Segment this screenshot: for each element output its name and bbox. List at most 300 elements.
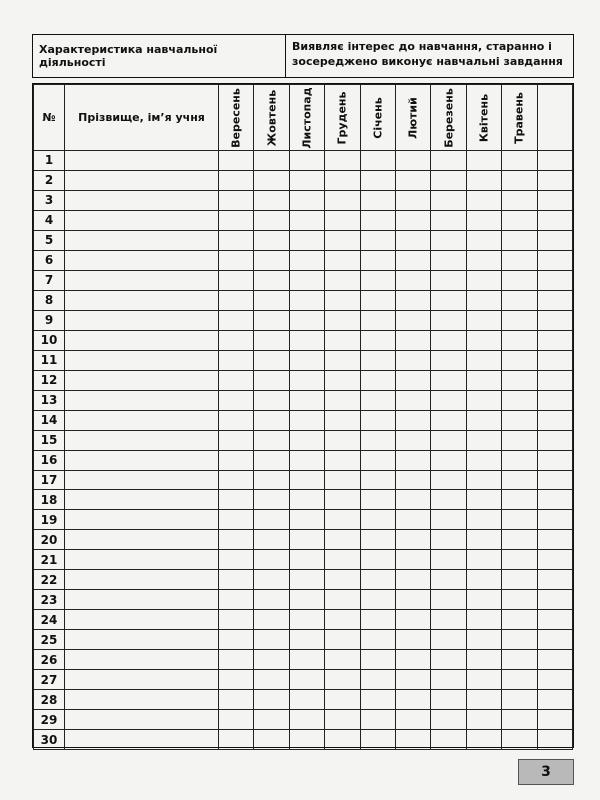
assessment-cell[interactable] [289, 430, 324, 450]
assessment-cell[interactable] [219, 430, 254, 450]
assessment-cell[interactable] [395, 410, 430, 430]
assessment-cell[interactable] [254, 490, 289, 510]
assessment-cell[interactable] [325, 650, 360, 670]
student-name-cell[interactable] [65, 410, 219, 430]
student-name-cell[interactable] [65, 151, 219, 171]
assessment-cell[interactable] [219, 270, 254, 290]
assessment-cell[interactable] [325, 170, 360, 190]
assessment-cell[interactable] [502, 510, 537, 530]
assessment-cell[interactable] [219, 510, 254, 530]
assessment-cell[interactable] [360, 730, 395, 750]
assessment-cell[interactable] [395, 370, 430, 390]
assessment-cell[interactable] [254, 650, 289, 670]
assessment-cell[interactable] [502, 310, 537, 330]
assessment-cell[interactable] [289, 230, 324, 250]
student-name-cell[interactable] [65, 310, 219, 330]
assessment-cell[interactable] [289, 590, 324, 610]
assessment-cell[interactable] [431, 170, 466, 190]
assessment-cell[interactable] [466, 430, 501, 450]
student-name-cell[interactable] [65, 170, 219, 190]
assessment-cell[interactable] [360, 250, 395, 270]
assessment-cell[interactable] [431, 151, 466, 171]
assessment-cell[interactable] [431, 550, 466, 570]
assessment-cell[interactable] [360, 410, 395, 430]
assessment-cell[interactable] [502, 390, 537, 410]
assessment-cell[interactable] [219, 230, 254, 250]
assessment-cell[interactable] [254, 570, 289, 590]
assessment-cell[interactable] [360, 650, 395, 670]
assessment-cell[interactable] [360, 430, 395, 450]
assessment-cell[interactable] [537, 510, 572, 530]
assessment-cell[interactable] [395, 730, 430, 750]
assessment-cell[interactable] [289, 730, 324, 750]
assessment-cell[interactable] [289, 330, 324, 350]
assessment-cell[interactable] [219, 250, 254, 270]
assessment-cell[interactable] [254, 550, 289, 570]
assessment-cell[interactable] [466, 170, 501, 190]
assessment-cell[interactable] [537, 610, 572, 630]
assessment-cell[interactable] [537, 170, 572, 190]
student-name-cell[interactable] [65, 190, 219, 210]
assessment-cell[interactable] [537, 250, 572, 270]
assessment-cell[interactable] [360, 330, 395, 350]
assessment-cell[interactable] [289, 570, 324, 590]
assessment-cell[interactable] [537, 410, 572, 430]
student-name-cell[interactable] [65, 510, 219, 530]
assessment-cell[interactable] [466, 390, 501, 410]
assessment-cell[interactable] [502, 550, 537, 570]
assessment-cell[interactable] [502, 650, 537, 670]
assessment-cell[interactable] [466, 590, 501, 610]
assessment-cell[interactable] [537, 330, 572, 350]
assessment-cell[interactable] [431, 610, 466, 630]
assessment-cell[interactable] [395, 570, 430, 590]
assessment-cell[interactable] [289, 410, 324, 430]
assessment-cell[interactable] [431, 650, 466, 670]
assessment-cell[interactable] [289, 310, 324, 330]
assessment-cell[interactable] [537, 650, 572, 670]
assessment-cell[interactable] [466, 550, 501, 570]
assessment-cell[interactable] [325, 510, 360, 530]
assessment-cell[interactable] [431, 190, 466, 210]
assessment-cell[interactable] [325, 270, 360, 290]
assessment-cell[interactable] [360, 550, 395, 570]
assessment-cell[interactable] [431, 690, 466, 710]
student-name-cell[interactable] [65, 570, 219, 590]
student-name-cell[interactable] [65, 710, 219, 730]
assessment-cell[interactable] [219, 490, 254, 510]
assessment-cell[interactable] [502, 350, 537, 370]
assessment-cell[interactable] [395, 210, 430, 230]
assessment-cell[interactable] [395, 490, 430, 510]
assessment-cell[interactable] [289, 370, 324, 390]
assessment-cell[interactable] [360, 710, 395, 730]
assessment-cell[interactable] [360, 230, 395, 250]
assessment-cell[interactable] [289, 710, 324, 730]
assessment-cell[interactable] [254, 450, 289, 470]
assessment-cell[interactable] [360, 290, 395, 310]
assessment-cell[interactable] [431, 250, 466, 270]
assessment-cell[interactable] [502, 690, 537, 710]
assessment-cell[interactable] [537, 570, 572, 590]
assessment-cell[interactable] [431, 390, 466, 410]
assessment-cell[interactable] [537, 690, 572, 710]
assessment-cell[interactable] [502, 490, 537, 510]
assessment-cell[interactable] [395, 190, 430, 210]
assessment-cell[interactable] [395, 230, 430, 250]
student-name-cell[interactable] [65, 370, 219, 390]
assessment-cell[interactable] [537, 290, 572, 310]
student-name-cell[interactable] [65, 390, 219, 410]
assessment-cell[interactable] [395, 330, 430, 350]
assessment-cell[interactable] [466, 210, 501, 230]
assessment-cell[interactable] [360, 450, 395, 470]
assessment-cell[interactable] [466, 730, 501, 750]
assessment-cell[interactable] [395, 510, 430, 530]
assessment-cell[interactable] [254, 310, 289, 330]
student-name-cell[interactable] [65, 470, 219, 490]
assessment-cell[interactable] [537, 470, 572, 490]
student-name-cell[interactable] [65, 630, 219, 650]
assessment-cell[interactable] [502, 570, 537, 590]
assessment-cell[interactable] [466, 630, 501, 650]
assessment-cell[interactable] [219, 630, 254, 650]
assessment-cell[interactable] [325, 450, 360, 470]
assessment-cell[interactable] [289, 470, 324, 490]
student-name-cell[interactable] [65, 350, 219, 370]
assessment-cell[interactable] [502, 710, 537, 730]
student-name-cell[interactable] [65, 450, 219, 470]
assessment-cell[interactable] [537, 270, 572, 290]
assessment-cell[interactable] [466, 370, 501, 390]
assessment-cell[interactable] [219, 550, 254, 570]
assessment-cell[interactable] [537, 230, 572, 250]
assessment-cell[interactable] [325, 490, 360, 510]
assessment-cell[interactable] [502, 250, 537, 270]
assessment-cell[interactable] [325, 290, 360, 310]
assessment-cell[interactable] [431, 450, 466, 470]
assessment-cell[interactable] [431, 510, 466, 530]
assessment-cell[interactable] [466, 250, 501, 270]
assessment-cell[interactable] [325, 710, 360, 730]
assessment-cell[interactable] [502, 370, 537, 390]
assessment-cell[interactable] [466, 330, 501, 350]
assessment-cell[interactable] [431, 290, 466, 310]
assessment-cell[interactable] [466, 450, 501, 470]
assessment-cell[interactable] [502, 430, 537, 450]
assessment-cell[interactable] [537, 310, 572, 330]
assessment-cell[interactable] [289, 650, 324, 670]
assessment-cell[interactable] [325, 730, 360, 750]
assessment-cell[interactable] [360, 490, 395, 510]
assessment-cell[interactable] [254, 590, 289, 610]
assessment-cell[interactable] [502, 151, 537, 171]
assessment-cell[interactable] [325, 470, 360, 490]
assessment-cell[interactable] [289, 250, 324, 270]
assessment-cell[interactable] [360, 390, 395, 410]
assessment-cell[interactable] [325, 670, 360, 690]
assessment-cell[interactable] [466, 310, 501, 330]
assessment-cell[interactable] [395, 530, 430, 550]
assessment-cell[interactable] [325, 390, 360, 410]
assessment-cell[interactable] [219, 151, 254, 171]
assessment-cell[interactable] [219, 390, 254, 410]
assessment-cell[interactable] [502, 290, 537, 310]
assessment-cell[interactable] [395, 250, 430, 270]
assessment-cell[interactable] [360, 570, 395, 590]
assessment-cell[interactable] [254, 210, 289, 230]
assessment-cell[interactable] [395, 310, 430, 330]
assessment-cell[interactable] [254, 690, 289, 710]
assessment-cell[interactable] [289, 610, 324, 630]
assessment-cell[interactable] [537, 530, 572, 550]
assessment-cell[interactable] [360, 370, 395, 390]
assessment-cell[interactable] [395, 390, 430, 410]
assessment-cell[interactable] [254, 610, 289, 630]
assessment-cell[interactable] [360, 670, 395, 690]
assessment-cell[interactable] [431, 350, 466, 370]
student-name-cell[interactable] [65, 550, 219, 570]
assessment-cell[interactable] [502, 270, 537, 290]
assessment-cell[interactable] [289, 510, 324, 530]
assessment-cell[interactable] [395, 430, 430, 450]
assessment-cell[interactable] [537, 730, 572, 750]
assessment-cell[interactable] [431, 490, 466, 510]
assessment-cell[interactable] [431, 730, 466, 750]
assessment-cell[interactable] [289, 690, 324, 710]
student-name-cell[interactable] [65, 230, 219, 250]
assessment-cell[interactable] [537, 710, 572, 730]
assessment-cell[interactable] [254, 230, 289, 250]
assessment-cell[interactable] [466, 350, 501, 370]
assessment-cell[interactable] [502, 730, 537, 750]
assessment-cell[interactable] [466, 670, 501, 690]
assessment-cell[interactable] [502, 670, 537, 690]
assessment-cell[interactable] [325, 410, 360, 430]
student-name-cell[interactable] [65, 650, 219, 670]
assessment-cell[interactable] [325, 550, 360, 570]
assessment-cell[interactable] [395, 470, 430, 490]
assessment-cell[interactable] [360, 510, 395, 530]
assessment-cell[interactable] [537, 190, 572, 210]
assessment-cell[interactable] [325, 151, 360, 171]
assessment-cell[interactable] [395, 270, 430, 290]
assessment-cell[interactable] [537, 350, 572, 370]
assessment-cell[interactable] [254, 430, 289, 450]
assessment-cell[interactable] [502, 330, 537, 350]
assessment-cell[interactable] [325, 190, 360, 210]
student-name-cell[interactable] [65, 530, 219, 550]
student-name-cell[interactable] [65, 590, 219, 610]
assessment-cell[interactable] [289, 290, 324, 310]
assessment-cell[interactable] [395, 650, 430, 670]
assessment-cell[interactable] [395, 670, 430, 690]
assessment-cell[interactable] [254, 410, 289, 430]
assessment-cell[interactable] [360, 190, 395, 210]
assessment-cell[interactable] [502, 590, 537, 610]
assessment-cell[interactable] [325, 630, 360, 650]
assessment-cell[interactable] [360, 310, 395, 330]
assessment-cell[interactable] [537, 430, 572, 450]
assessment-cell[interactable] [360, 690, 395, 710]
assessment-cell[interactable] [219, 290, 254, 310]
assessment-cell[interactable] [219, 450, 254, 470]
student-name-cell[interactable] [65, 290, 219, 310]
student-name-cell[interactable] [65, 730, 219, 750]
assessment-cell[interactable] [219, 690, 254, 710]
assessment-cell[interactable] [466, 530, 501, 550]
assessment-cell[interactable] [466, 490, 501, 510]
assessment-cell[interactable] [466, 151, 501, 171]
assessment-cell[interactable] [395, 690, 430, 710]
assessment-cell[interactable] [289, 170, 324, 190]
assessment-cell[interactable] [537, 390, 572, 410]
assessment-cell[interactable] [254, 710, 289, 730]
assessment-cell[interactable] [431, 410, 466, 430]
assessment-cell[interactable] [466, 290, 501, 310]
assessment-cell[interactable] [219, 410, 254, 430]
assessment-cell[interactable] [395, 290, 430, 310]
assessment-cell[interactable] [537, 210, 572, 230]
assessment-cell[interactable] [254, 170, 289, 190]
assessment-cell[interactable] [502, 530, 537, 550]
student-name-cell[interactable] [65, 670, 219, 690]
assessment-cell[interactable] [537, 370, 572, 390]
assessment-cell[interactable] [289, 390, 324, 410]
assessment-cell[interactable] [325, 430, 360, 450]
assessment-cell[interactable] [466, 470, 501, 490]
assessment-cell[interactable] [325, 370, 360, 390]
assessment-cell[interactable] [289, 450, 324, 470]
assessment-cell[interactable] [219, 470, 254, 490]
assessment-cell[interactable] [360, 530, 395, 550]
assessment-cell[interactable] [254, 510, 289, 530]
assessment-cell[interactable] [360, 350, 395, 370]
assessment-cell[interactable] [219, 530, 254, 550]
assessment-cell[interactable] [289, 350, 324, 370]
assessment-cell[interactable] [219, 730, 254, 750]
assessment-cell[interactable] [431, 630, 466, 650]
assessment-cell[interactable] [325, 210, 360, 230]
assessment-cell[interactable] [219, 370, 254, 390]
assessment-cell[interactable] [254, 270, 289, 290]
assessment-cell[interactable] [395, 151, 430, 171]
student-name-cell[interactable] [65, 270, 219, 290]
assessment-cell[interactable] [502, 190, 537, 210]
assessment-cell[interactable] [431, 590, 466, 610]
assessment-cell[interactable] [254, 350, 289, 370]
assessment-cell[interactable] [466, 650, 501, 670]
assessment-cell[interactable] [360, 610, 395, 630]
assessment-cell[interactable] [431, 470, 466, 490]
student-name-cell[interactable] [65, 330, 219, 350]
assessment-cell[interactable] [254, 370, 289, 390]
assessment-cell[interactable] [325, 230, 360, 250]
assessment-cell[interactable] [395, 450, 430, 470]
assessment-cell[interactable] [325, 690, 360, 710]
assessment-cell[interactable] [395, 710, 430, 730]
assessment-cell[interactable] [466, 230, 501, 250]
assessment-cell[interactable] [466, 710, 501, 730]
assessment-cell[interactable] [254, 670, 289, 690]
assessment-cell[interactable] [502, 170, 537, 190]
assessment-cell[interactable] [537, 450, 572, 470]
assessment-cell[interactable] [502, 630, 537, 650]
assessment-cell[interactable] [466, 610, 501, 630]
assessment-cell[interactable] [360, 210, 395, 230]
assessment-cell[interactable] [219, 710, 254, 730]
assessment-cell[interactable] [325, 350, 360, 370]
assessment-cell[interactable] [431, 570, 466, 590]
assessment-cell[interactable] [537, 590, 572, 610]
assessment-cell[interactable] [219, 170, 254, 190]
assessment-cell[interactable] [289, 550, 324, 570]
assessment-cell[interactable] [431, 430, 466, 450]
assessment-cell[interactable] [254, 250, 289, 270]
assessment-cell[interactable] [431, 210, 466, 230]
assessment-cell[interactable] [289, 151, 324, 171]
assessment-cell[interactable] [219, 310, 254, 330]
assessment-cell[interactable] [466, 190, 501, 210]
assessment-cell[interactable] [502, 410, 537, 430]
assessment-cell[interactable] [325, 530, 360, 550]
assessment-cell[interactable] [219, 590, 254, 610]
assessment-cell[interactable] [431, 310, 466, 330]
assessment-cell[interactable] [431, 670, 466, 690]
assessment-cell[interactable] [254, 330, 289, 350]
assessment-cell[interactable] [254, 630, 289, 650]
student-name-cell[interactable] [65, 430, 219, 450]
assessment-cell[interactable] [395, 610, 430, 630]
assessment-cell[interactable] [360, 151, 395, 171]
assessment-cell[interactable] [254, 390, 289, 410]
assessment-cell[interactable] [466, 690, 501, 710]
assessment-cell[interactable] [466, 570, 501, 590]
assessment-cell[interactable] [254, 530, 289, 550]
assessment-cell[interactable] [537, 630, 572, 650]
assessment-cell[interactable] [219, 210, 254, 230]
assessment-cell[interactable] [219, 610, 254, 630]
assessment-cell[interactable] [254, 151, 289, 171]
assessment-cell[interactable] [537, 670, 572, 690]
assessment-cell[interactable] [395, 170, 430, 190]
assessment-cell[interactable] [289, 490, 324, 510]
assessment-cell[interactable] [502, 470, 537, 490]
assessment-cell[interactable] [325, 250, 360, 270]
assessment-cell[interactable] [360, 590, 395, 610]
assessment-cell[interactable] [219, 350, 254, 370]
assessment-cell[interactable] [502, 450, 537, 470]
assessment-cell[interactable] [502, 230, 537, 250]
assessment-cell[interactable] [325, 330, 360, 350]
assessment-cell[interactable] [325, 310, 360, 330]
assessment-cell[interactable] [537, 151, 572, 171]
assessment-cell[interactable] [360, 270, 395, 290]
assessment-cell[interactable] [289, 210, 324, 230]
assessment-cell[interactable] [395, 350, 430, 370]
assessment-cell[interactable] [466, 510, 501, 530]
assessment-cell[interactable] [219, 330, 254, 350]
assessment-cell[interactable] [219, 570, 254, 590]
assessment-cell[interactable] [502, 210, 537, 230]
student-name-cell[interactable] [65, 250, 219, 270]
assessment-cell[interactable] [289, 190, 324, 210]
assessment-cell[interactable] [360, 470, 395, 490]
assessment-cell[interactable] [219, 650, 254, 670]
assessment-cell[interactable] [254, 730, 289, 750]
assessment-cell[interactable] [325, 570, 360, 590]
assessment-cell[interactable] [431, 710, 466, 730]
